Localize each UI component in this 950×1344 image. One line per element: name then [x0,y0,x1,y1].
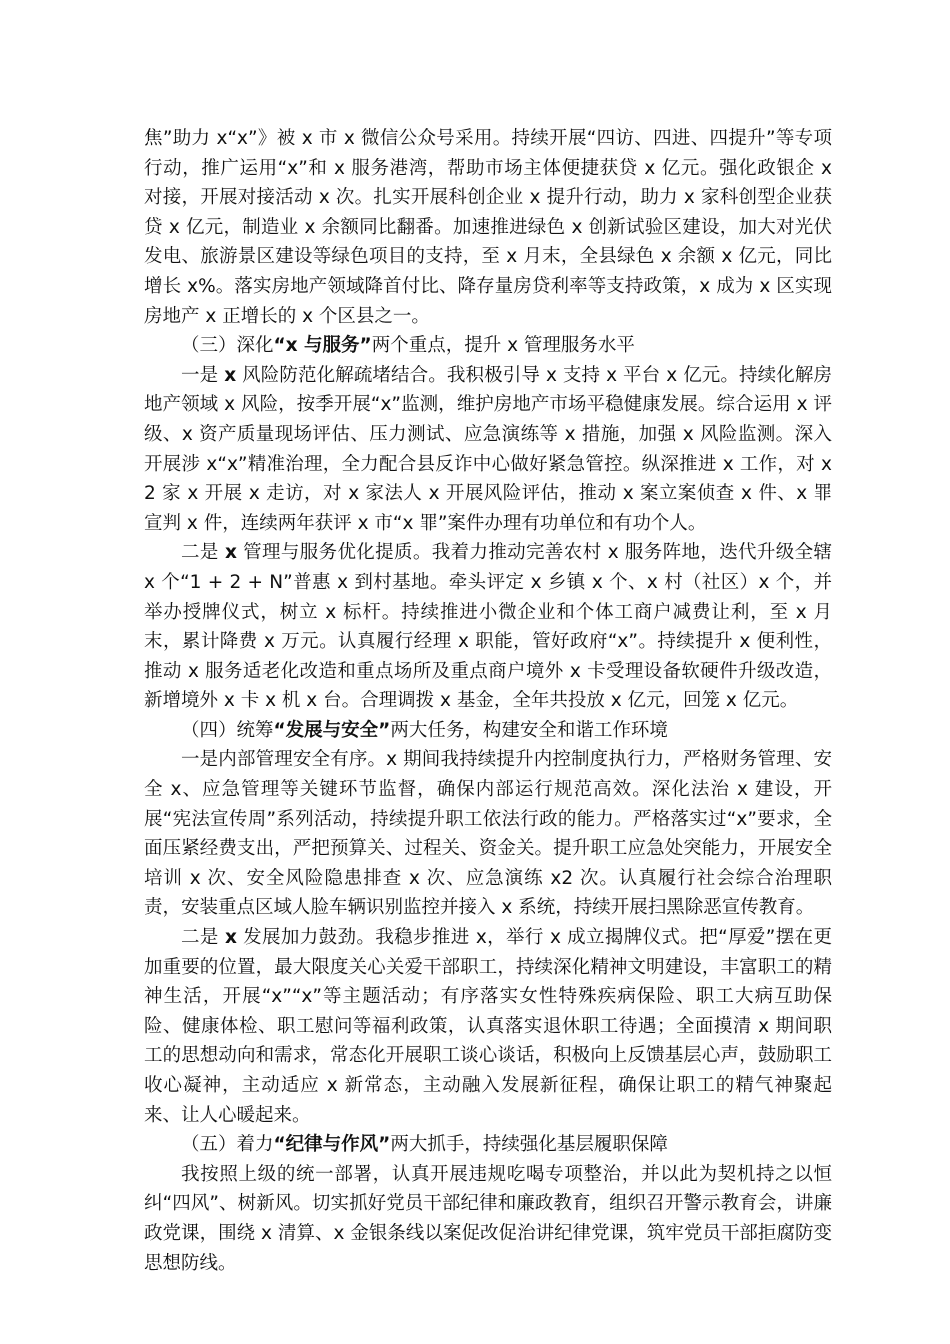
document-page [144,124,832,1278]
heading-bold-term: “发展与安全” [273,719,391,741]
section-heading-5 [144,1130,832,1160]
body-paragraph-continued: 焦”助力 x“x”》被 x 市 x 微信公众号采用。持续开展“四访、四进、四提升”等专项行动，推广运用“x”和 x 服务港湾，帮助市场主体便捷获贷 x 亿元。强化政银企 x 对接，开展对接活动 x 次。扎实开展科创企业 x 提升行动，助力 x 家科创型企业获贷 x 亿元，制造业 x 余额同比翻番。加速推进绿色 x 创新试验区建设，加大对光伏发电、旅游景区建设等绿色项目的支持，至 x 月末，全县绿色 x 余额 x 亿元，同比增长 x%。落实房地产领域降首付比、降存量房贷利率等支持政策，x 成为 x 区实现房地产 x 正增长的 x 个区县之一。 [144,128,832,327]
lead-bold-term: x [224,542,237,564]
body-paragraph-risk [144,361,832,539]
paragraph-text: 风险防范化解疏堵结合。我积极引导 x 支持 x 平台 x 亿元。持续化解房地产领域 x 风险，按季开展“x”监测，维护房地产市场平稳健康发展。综合运用 x 评级、x 资产质量现场评估、压力测试、应急演练等 x 措施，加强 x 风险监测。深入开展涉 x“x”精准治理，全力配合县反诈中心做好紧急管控。纵深推进 x 工作，对 x2 家 x 开展 x 走访，对 x 家法人 x 开展风险评估，推动 x 案立案侦查 x 件、x 罪宣判 x 件，连续两年获评 x 市“x 罪”案件办理有功单位和有功个人。 [144,364,832,534]
heading-suffix: 两个重点，提升 x 管理服务水平 [371,335,635,357]
section-heading-3 [144,331,832,361]
paragraph-text: 发展加力鼓劲。我稳步推进 x，举行 x 成立揭牌仪式。把“厚爱”摆在更加重要的位置，最大限度关心关爱干部职工，持续深化精神文明建设，丰富职工的精神生活，开展“x”“x”等主题活动；有序落实女性特殊疾病保险、职工大病互助保险、健康体检、职工慰问等福利政策，认真落实退休职工待遇；全面摸清 x 期间职工的思想动向和需求，常态化开展职工谈心谈话，积极向上反馈基层心声，鼓励职工收心凝神，主动适应 x 新常态，主动融入发展新征程，确保让职工的精气神聚起来、让人心暖起来。 [144,927,832,1126]
paragraph-text: 管理与服务优化提质。我着力推动完善农村 x 服务阵地，迭代升级全辖 x 个“1 + 2 + N”普惠 x 到村基地。牵头评定 x 乡镇 x 个、x 村（社区）x 个，并举办授牌仪式，树立 x 标杆。持续推进小微企业和个体工商户减费让利，至 x 月末，累计降费 x 万元。认真履行经理 x 职能，管好政府“x”。持续提升 x 便利性，推动 x 服务适老化改造和重点场所及重点商户境外 x 卡受理设备软硬件升级改造，新增境外 x 卡 x 机 x 台。合理调拨 x 基金，全年共投放 x 亿元，回笼 x 亿元。 [144,542,832,712]
lead-prefix: 二是 [181,542,225,564]
body-paragraph-discipline: 我按照上级的统一部署，认真开展违规吃喝专项整治，并以此为契机持之以恒纠“四风”、树新风。切实抓好党员干部纪律和廉政教育，组织召开警示教育会，讲廉政党课，围绕 x 清算、x 金银条线以案促改促治讲纪律党课，筑牢党员干部拒腐防变思想防线。 [144,1163,832,1274]
lead-bold-term: x [224,364,237,386]
heading-prefix: （五）着力 [181,1134,274,1156]
section-heading-4 [144,716,832,746]
heading-prefix: （四）统筹 [181,719,274,741]
heading-bold-term: “纪律与作风” [273,1134,391,1156]
heading-bold-term: “x 与服务” [273,335,372,357]
heading-prefix: （三）深化 [181,335,274,357]
lead-bold-term: x [224,927,237,949]
lead-prefix: 一是 [181,364,225,386]
heading-suffix: 两大任务，构建安全和谐工作环境 [390,719,668,741]
body-paragraph-service [144,538,832,716]
body-paragraph-internal-safety: 一是内部管理安全有序。x 期间我持续提升内控制度执行力，严格财务管理、安全 x、应急管理等关键环节监督，确保内部运行规范高效。深化法治 x 建设，开展“宪法宣传周”系列活动，持续提升职工依法行政的能力。严格落实过“x”要求，全面压紧经费支出，严把预算关、过程关、资金关。提升职工应急处突能力，开展安全培训 x 次、安全风险隐患排查 x 次、应急演练 x2 次。认真履行社会综合治理职责，安装重点区域人脸车辆识别监控并接入 x 系统，持续开展扫黑除恶宣传教育。 [144,749,832,919]
heading-suffix: 两大抓手，持续强化基层履职保障 [390,1134,668,1156]
lead-prefix: 二是 [181,927,225,949]
body-paragraph-development [144,923,832,1130]
